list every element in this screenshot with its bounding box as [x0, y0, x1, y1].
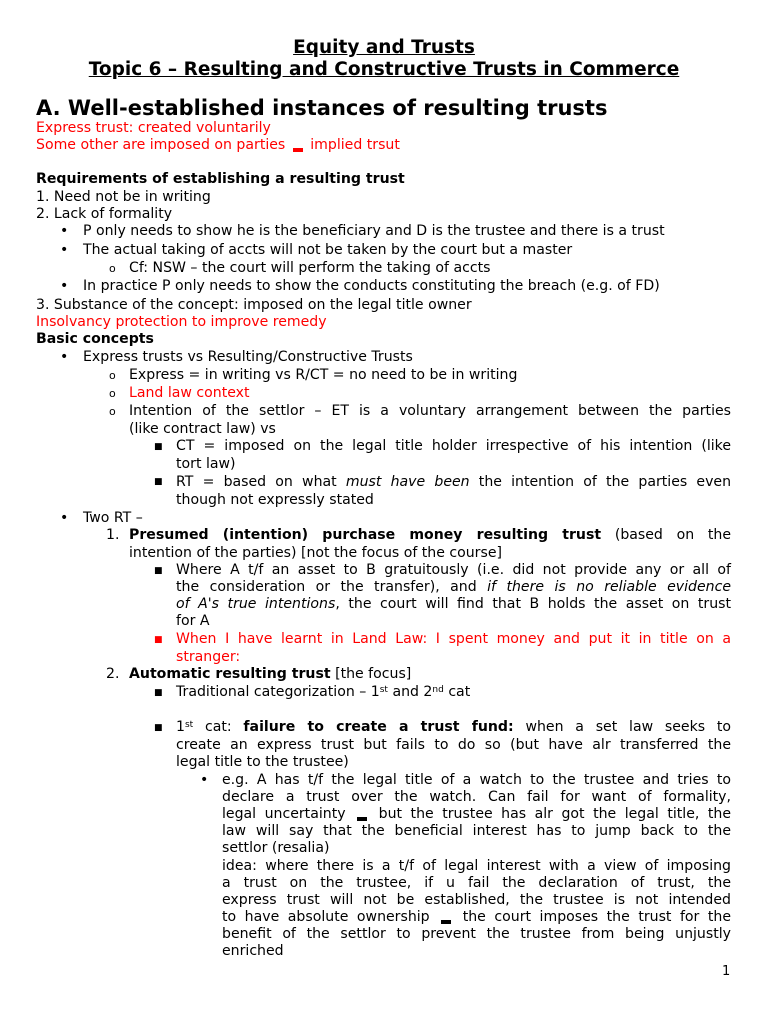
bold-text: Presumed (intention) purchase money resulting trust — [129, 527, 602, 543]
basic-concepts-heading: Basic concepts — [36, 331, 154, 347]
note-express-trust: Express trust: created voluntarily — [36, 120, 271, 136]
square-bullet-icon: ■ — [154, 442, 163, 452]
sub-bullet-icon: o — [109, 369, 116, 382]
list-item — [129, 665, 411, 683]
text: legal uncertainty — [222, 806, 346, 822]
list-item: Intention of the settlor – ET is a voluntary arrangement between the parties — [129, 403, 731, 419]
list-item: In practice P only needs to show the conducts constituting the breach (e.g. of FD) — [83, 278, 660, 294]
bullet-icon: • — [60, 278, 69, 294]
requirements-heading: Requirements of establishing a resulting trust — [36, 171, 405, 187]
sub-bullet-icon: o — [109, 262, 116, 275]
list-item — [176, 718, 731, 736]
sub-bullet-icon: o — [109, 405, 116, 418]
text: when a set law seeks to — [525, 719, 731, 735]
list-item — [176, 473, 731, 491]
document-subtitle: Topic 6 – Resulting and Constructive Trusts in Commerce — [88, 59, 680, 80]
text: the court imposes the trust for the — [462, 909, 732, 925]
list-item: The actual taking of accts will not be taken by the court but a master — [83, 242, 573, 258]
list-item-continued: though not expressly stated — [176, 492, 374, 508]
text: to have absolute ownership — [222, 909, 430, 925]
requirement-3: 3. Substance of the concept: imposed on the legal title owner — [36, 297, 472, 313]
list-item-continued: idea: where there is a t/f of legal interest with a view of imposing — [222, 858, 731, 874]
list-item: Where A t/f an asset to B gratuitously (i.e. did not provide any or all of — [176, 562, 731, 578]
bullet-icon: • — [60, 223, 69, 239]
list-item: Land law context — [129, 385, 250, 401]
note-implied-trust — [36, 136, 400, 154]
list-item: Two RT – — [83, 510, 143, 526]
ordinal-suffix: st — [184, 720, 194, 730]
text: RT = based on what — [176, 474, 337, 490]
text: 1 — [176, 719, 185, 735]
text: the intention of the parties even — [478, 474, 732, 490]
list-item-continued — [176, 578, 731, 596]
list-item-continued: a trust on the trustee, if u fail the declaration of trust, the — [222, 875, 731, 891]
text: , the court will find that B holds the asset on trust — [335, 596, 732, 612]
text: (based on the — [614, 527, 732, 543]
square-bullet-icon: ■ — [154, 688, 163, 698]
list-item: e.g. A has t/f the legal title of a watch to the trustee and tries to — [222, 772, 731, 788]
list-item-continued: declare a trust over the watch. Can fail for want of formality, — [222, 789, 731, 805]
text: [the focus] — [335, 666, 412, 682]
square-bullet-icon: ■ — [154, 477, 163, 487]
page-number: 1 — [722, 964, 731, 979]
bullet-icon: • — [200, 772, 209, 788]
list-item: When I have learnt in Land Law: I spent money and put it in title on a — [176, 631, 731, 647]
implies-arrow-icon — [441, 920, 451, 924]
note-text: implied trsut — [310, 137, 400, 153]
text: Traditional categorization – 1 — [176, 684, 380, 700]
list-item-continued: tort law) — [176, 456, 236, 472]
list-item: P only needs to show he is the beneficiary and D is the trustee and there is a trust — [83, 223, 665, 239]
requirement-1: 1. Need not be in writing — [36, 189, 211, 205]
list-item-continued — [222, 908, 731, 926]
bold-text: Automatic resulting trust — [129, 666, 331, 682]
list-item-continued: for A — [176, 613, 210, 629]
text: the consideration or the transfer), and — [176, 579, 477, 595]
ordinal-suffix: nd — [432, 685, 444, 695]
list-item-continued: settlor (resalia) — [222, 840, 330, 856]
emphasis-text: must have been — [345, 474, 470, 490]
emphasis-text: if there is no reliable evidence — [487, 579, 731, 595]
text: and 2 — [392, 684, 433, 700]
emphasis-text: of A's true intentions — [176, 596, 336, 612]
sub-bullet-icon: o — [109, 387, 116, 400]
note-insolvency: Insolvancy protection to improve remedy — [36, 314, 327, 330]
numbered-marker: 1. — [106, 527, 120, 543]
list-item-continued — [222, 805, 731, 823]
list-item: Express trusts vs Resulting/Constructive Trusts — [83, 349, 413, 365]
numbered-marker: 2. — [106, 666, 120, 682]
list-item — [176, 683, 470, 701]
square-bullet-icon: ■ — [154, 723, 163, 733]
list-item-continued: legal title to the trustee) — [176, 754, 349, 770]
list-item — [129, 526, 731, 544]
list-item: Cf: NSW – the court will perform the taking of accts — [129, 260, 491, 276]
list-item-continued: enriched — [222, 943, 284, 959]
document-title: Equity and Trusts — [293, 37, 475, 58]
list-item-continued: intention of the parties) [not the focus of the course] — [129, 545, 502, 561]
bullet-icon: • — [60, 242, 69, 258]
bullet-icon: • — [60, 349, 69, 365]
requirement-2: 2. Lack of formality — [36, 206, 173, 222]
list-item-continued: (like contract law) vs — [129, 421, 276, 437]
list-item-continued: express trust will not be established, the trustee is not intended — [222, 892, 731, 908]
list-item-continued — [176, 595, 731, 613]
square-bullet-icon: ■ — [154, 635, 163, 645]
list-item: Express = in writing vs R/CT = no need to be in writing — [129, 367, 518, 383]
text: but the trustee has alr got the legal title, the — [378, 806, 732, 822]
implies-arrow-icon — [293, 148, 303, 152]
bullet-icon: • — [60, 510, 69, 526]
list-item: CT = imposed on the legal title holder irrespective of his intention (like — [176, 438, 731, 454]
list-item-continued: stranger: — [176, 649, 241, 665]
section-a-heading: A. Well-established instances of resulting trusts — [36, 96, 608, 120]
square-bullet-icon: ■ — [154, 566, 163, 576]
implies-arrow-icon — [357, 817, 367, 821]
text: cat: — [204, 719, 232, 735]
list-item-continued: benefit of the settlor to prevent the trustee from being unjustly — [222, 926, 731, 942]
list-item-continued: create an express trust but fails to do so (but have alr transferred the — [176, 737, 731, 753]
bold-text: failure to create a trust fund: — [243, 719, 514, 735]
text: cat — [448, 684, 471, 700]
list-item-continued: law will say that the beneficial interest has to jump back to the — [222, 823, 731, 839]
note-text: Some other are imposed on parties — [36, 137, 286, 153]
ordinal-suffix: st — [379, 685, 388, 695]
